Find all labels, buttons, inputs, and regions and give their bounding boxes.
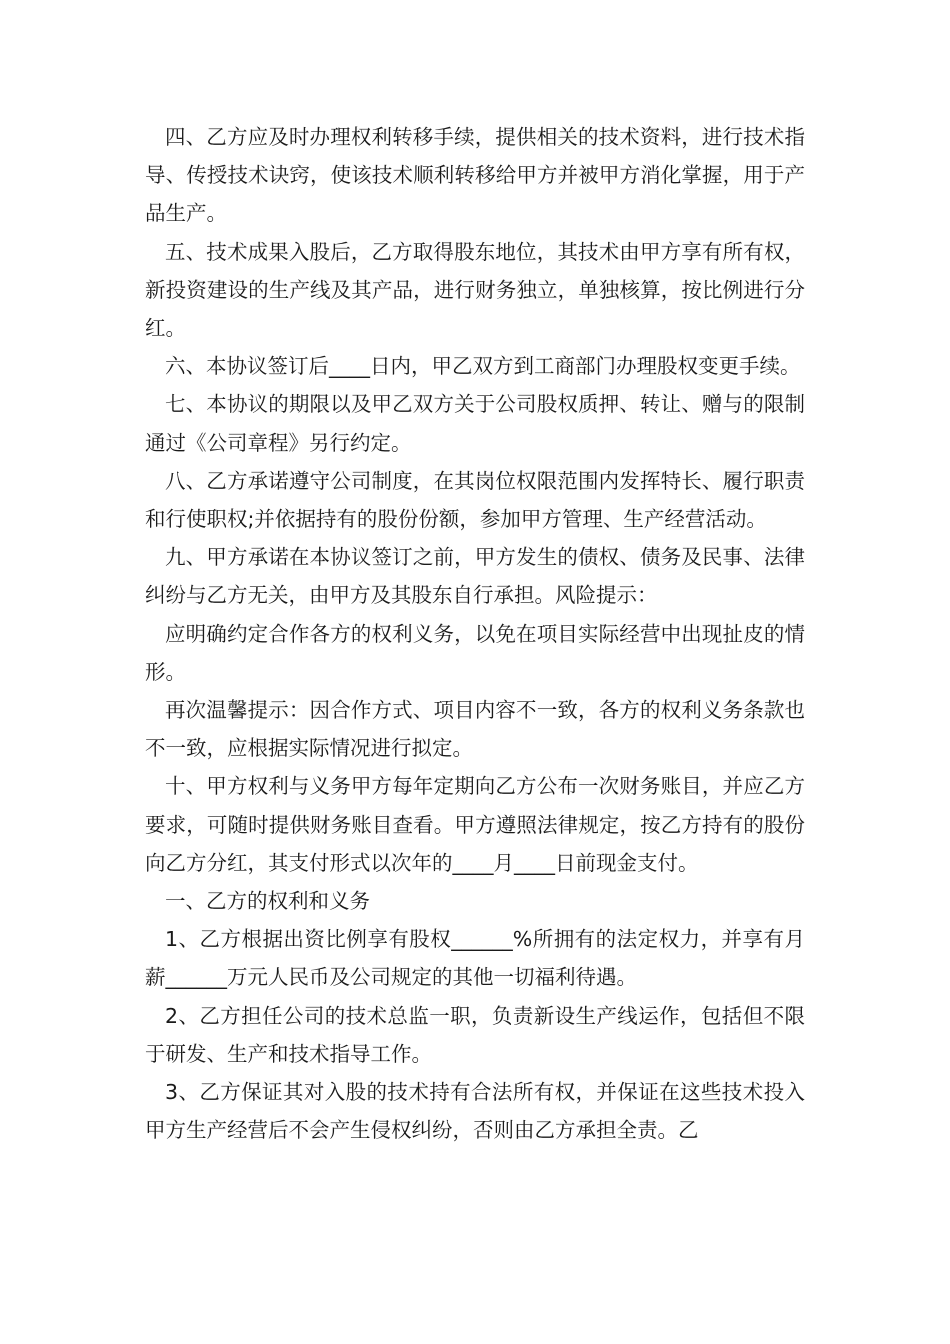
clause-6-paragraph: 六、本协议签订后____日内，甲乙双方到工商部门办理股权变更手续。 <box>165 354 801 379</box>
clause-8-paragraph: 八、乙方承诺遵守公司制度，在其岗位权限范围内发挥特长、履行职责和行使职权;并依据持有的股份份额，参加甲方管理、生产经营活动。 <box>145 468 805 532</box>
clause-9-paragraph: 九、甲方承诺在本协议签订之前，甲方发生的债权、债务及民事、法律纠纷与乙方无关，由甲方及其股东自行承担。风险提示： <box>145 545 805 608</box>
item-2-paragraph: 2、乙方担任公司的技术总监一职，负责新设生产线运作，包括但不限于研发、生产和技术指导工作。 <box>145 1003 805 1066</box>
item-1-paragraph: 1、乙方根据出资比例享有股权______%所拥有的法定权力，并享有月薪______万元人民币及公司规定的其他一切福利待遇。 <box>145 927 805 990</box>
clause-4-paragraph: 四、乙方应及时办理权利转移手续，提供相关的技术资料，进行技术指导、传授技术诀窍，使该技术顺利转移给甲方并被甲方消化掌握，用于产品生产。 <box>145 125 805 226</box>
item-3-paragraph: 3、乙方保证其对入股的技术持有合法所有权，并保证在这些技术投入甲方生产经营后不会产生侵权纠纷，否则由乙方承担全责。乙 <box>145 1080 805 1143</box>
risk-note-paragraph: 应明确约定合作各方的权利义务，以免在项目实际经营中出现扯皮的情形。 <box>145 621 805 684</box>
section-heading: 一、乙方的权利和义务 <box>165 889 370 914</box>
clause-7-paragraph: 七、本协议的期限以及甲乙双方关于公司股权质押、转让、赠与的限制通过《公司章程》另行约定。 <box>145 392 805 455</box>
document-page <box>145 118 805 1149</box>
clause-5-paragraph: 五、技术成果入股后，乙方取得股东地位，其技术由甲方享有所有权，新投资建设的生产线及其产品，进行财务独立，单独核算，按比例进行分红。 <box>145 239 805 341</box>
reminder-paragraph: 再次温馨提示：因合作方式、项目内容不一致，各方的权利义务条款也不一致，应根据实际情况进行拟定。 <box>145 698 805 761</box>
clause-10-paragraph: 十、甲方权利与义务甲方每年定期向乙方公布一次财务账目，并应乙方要求，可随时提供财务账目查看。甲方遵照法律规定，按乙方持有的股份向乙方分红，其支付形式以次年的____月____日前现金支付。 <box>145 774 805 875</box>
